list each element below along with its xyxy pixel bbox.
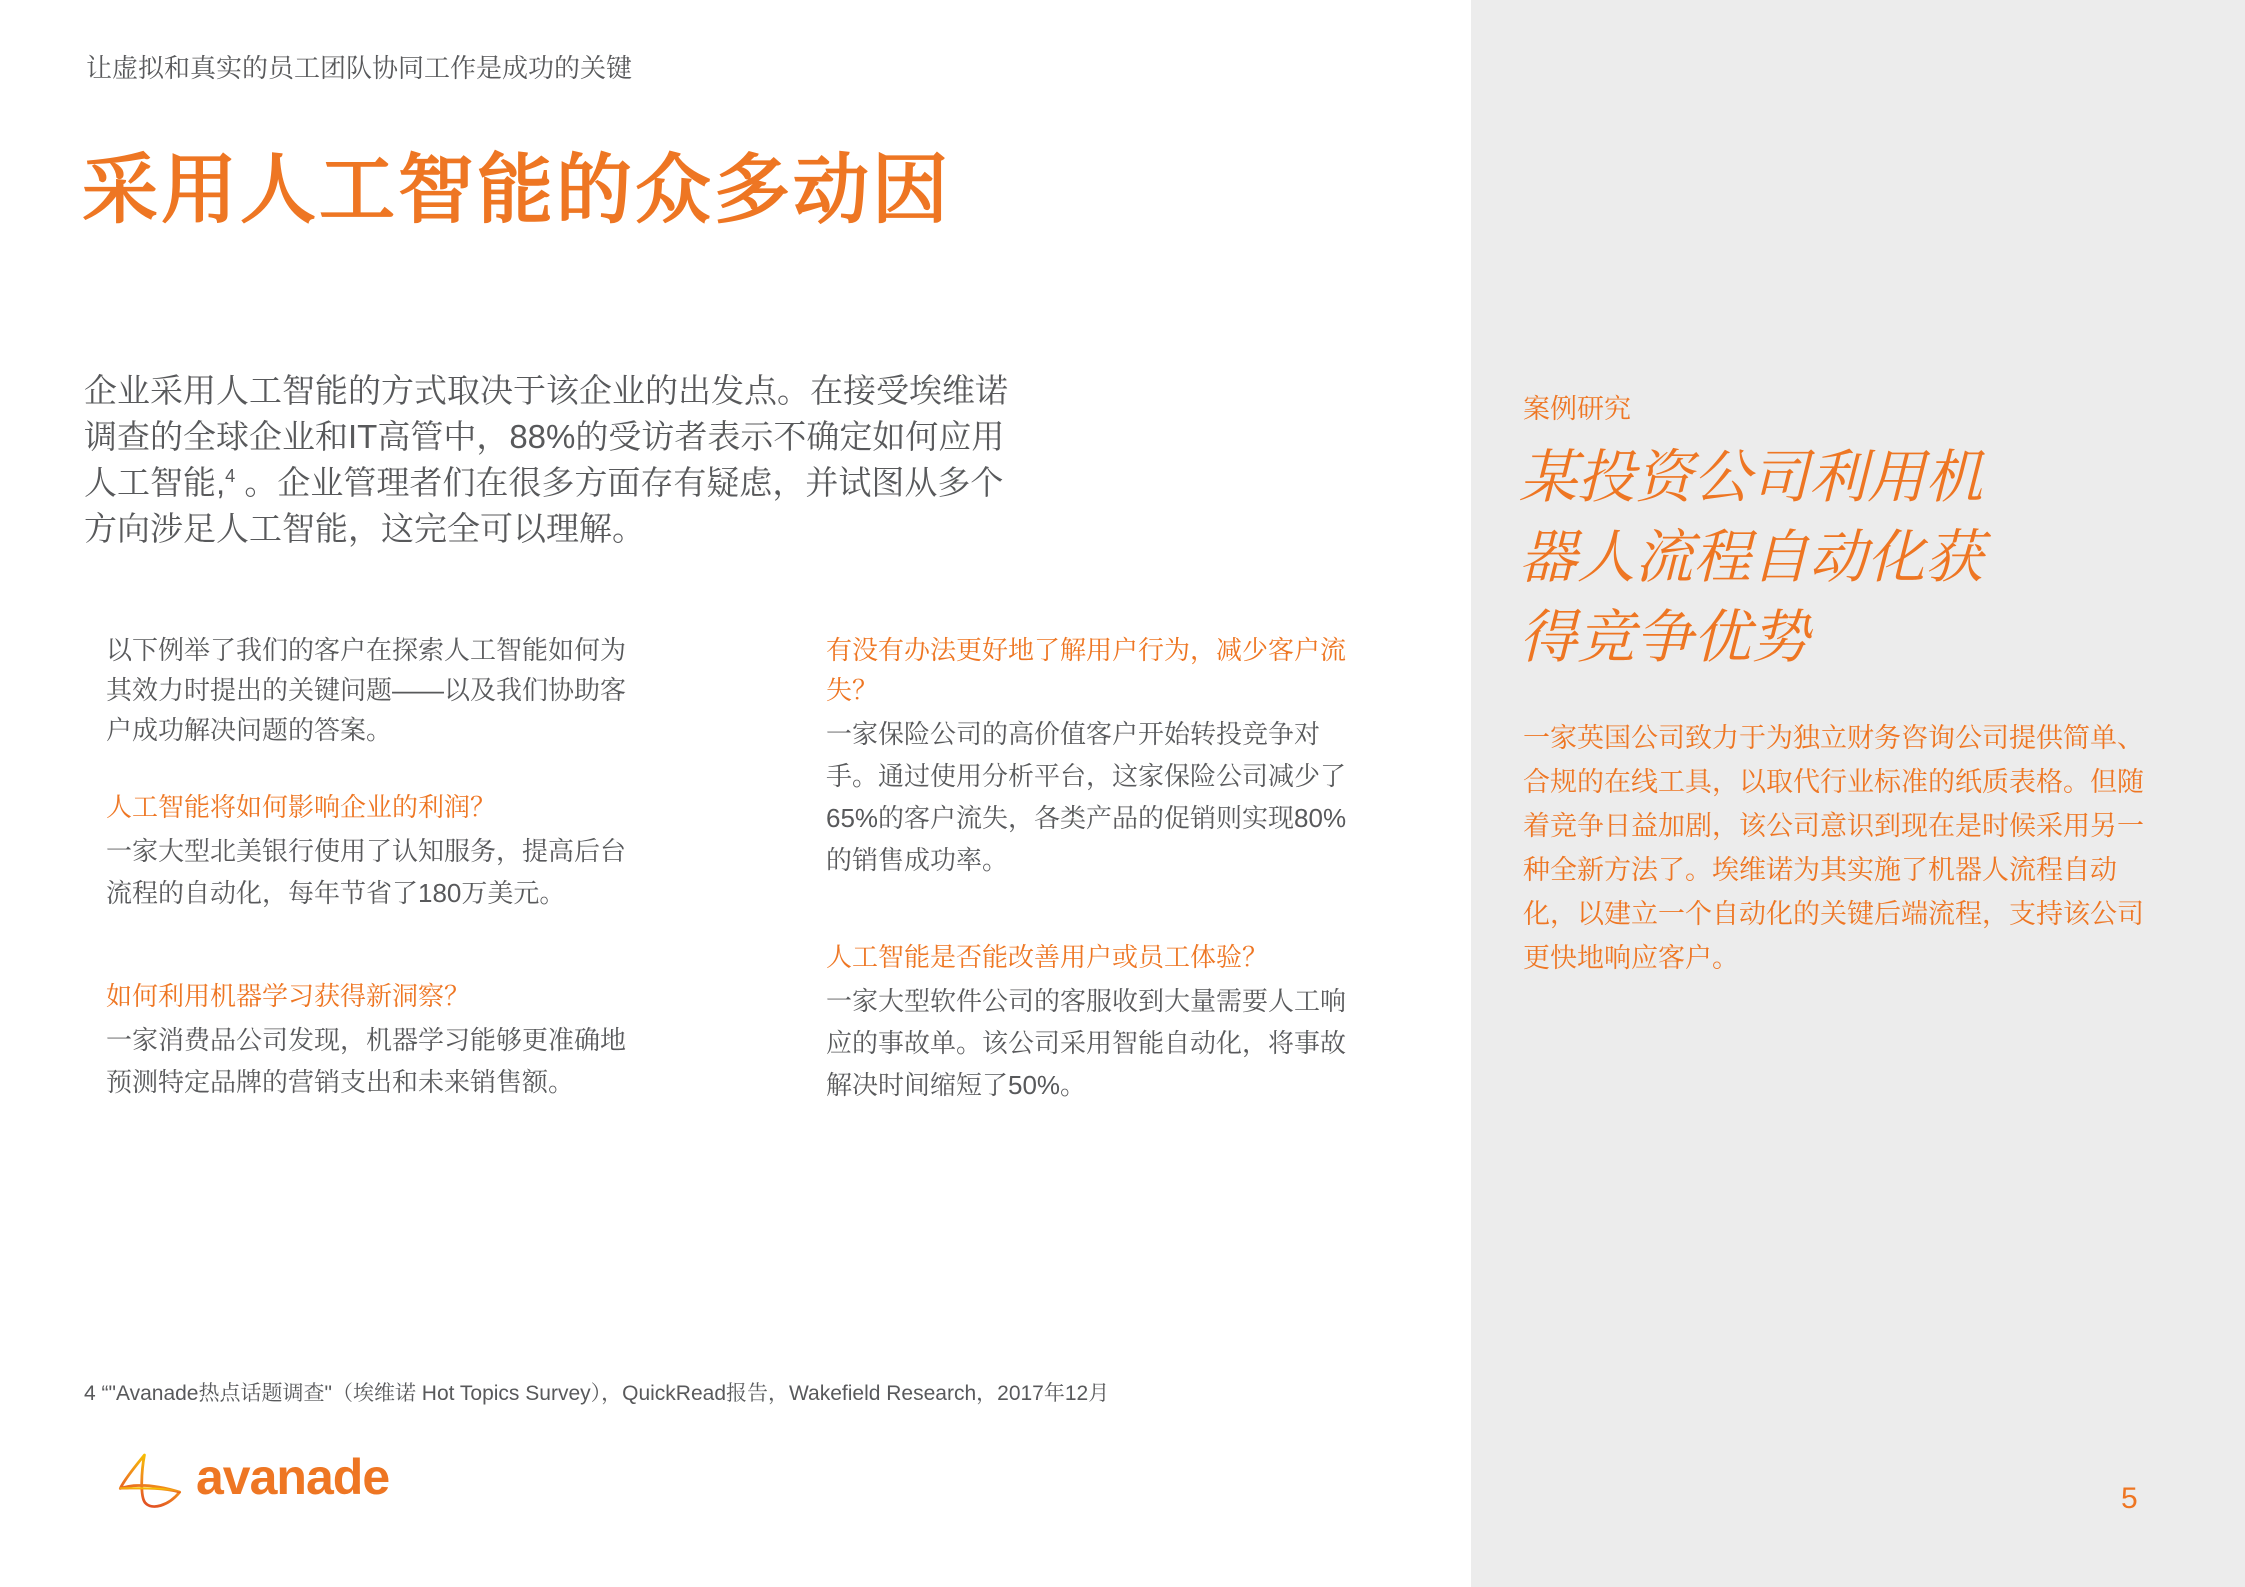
- footnote-reference: 4: [225, 466, 236, 486]
- avanade-logo: [116, 1448, 389, 1514]
- page-title: 采用人工智能的众多动因: [82, 148, 951, 233]
- qa-item-profit: [106, 787, 651, 914]
- qa-item-machine-learning: [106, 976, 651, 1103]
- qa-answer: 一家保险公司的高价值客户开始转投竞争对手。通过使用分析平台，这家保险公司减少了65%的客户流失，各类产品的促销则实现80%的销售成功率。: [826, 719, 1347, 875]
- qa-question: 有没有办法更好地了解用户行为，减少客户流失？: [826, 635, 1347, 705]
- qa-answer: 一家大型软件公司的客服收到大量需要人工响应的事故单。该公司采用智能自动化，将事故解决时间缩短了50%。: [826, 986, 1347, 1100]
- qa-answer: 一家消费品公司发现，机器学习能够更准确地预测特定品牌的营销支出和未来销售额。: [106, 1025, 627, 1097]
- qa-question: 如何利用机器学习获得新洞察？: [106, 981, 471, 1011]
- case-study-label: 案例研究: [1523, 394, 1631, 424]
- avanade-swoosh-icon: [116, 1448, 184, 1514]
- intro-paragraph: [84, 368, 1014, 552]
- case-study-body: 一家英国公司致力于为独立财务咨询公司提供简单、合规的在线工具，以取代行业标准的纸质表格。但随着竞争日益加剧，该公司意识到现在是时候采用另一种全新方法了。埃维诺为其实施了机器人流程自动化，以建立一个自动化的关键后端流程，支持该公司更快地响应客户。: [1523, 723, 2144, 973]
- qa-lead: 以下例举了我们的客户在探索人工智能如何为其效力时提出的关键问题——以及我们协助客户成功解决问题的答案。: [106, 635, 627, 745]
- qa-question: 人工智能是否能改善用户或员工体验？: [826, 942, 1269, 972]
- intro-text-after: 。企业管理者们在很多方面存有疑虑，并试图从多个方向涉足人工智能，这完全可以理解。: [84, 464, 1004, 547]
- footnote: 4 “"Avanade热点话题调查"（埃维诺 Hot Topics Survey），QuickRead报告，Wakefield Research，2017年12月: [84, 1382, 1110, 1405]
- case-study-panel: [1471, 0, 2245, 1587]
- qa-item-customer-churn: [826, 630, 1371, 881]
- case-study-title: 某投资公司利用机器人流程自动化获得竞争优势: [1519, 445, 1984, 670]
- intro-text-before: 企业采用人工智能的方式取决于该企业的出发点。在接受埃维诺调查的全球企业和IT高管中，88%的受访者表示不确定如何应用人工智能,: [84, 372, 1008, 501]
- qa-answer: 一家大型北美银行使用了认知服务，提高后台流程的自动化，每年节省了180万美元。: [106, 836, 627, 908]
- qa-column-right: [826, 630, 1371, 1106]
- qa-column-left: [106, 630, 651, 1103]
- running-header: 让虚拟和真实的员工团队协同工作是成功的关键: [86, 53, 633, 83]
- qa-item-experience: [826, 937, 1371, 1106]
- page-number: 5: [2121, 1482, 2138, 1515]
- avanade-wordmark: avanade: [196, 1449, 390, 1505]
- qa-question: 人工智能将如何影响企业的利润？: [106, 792, 497, 822]
